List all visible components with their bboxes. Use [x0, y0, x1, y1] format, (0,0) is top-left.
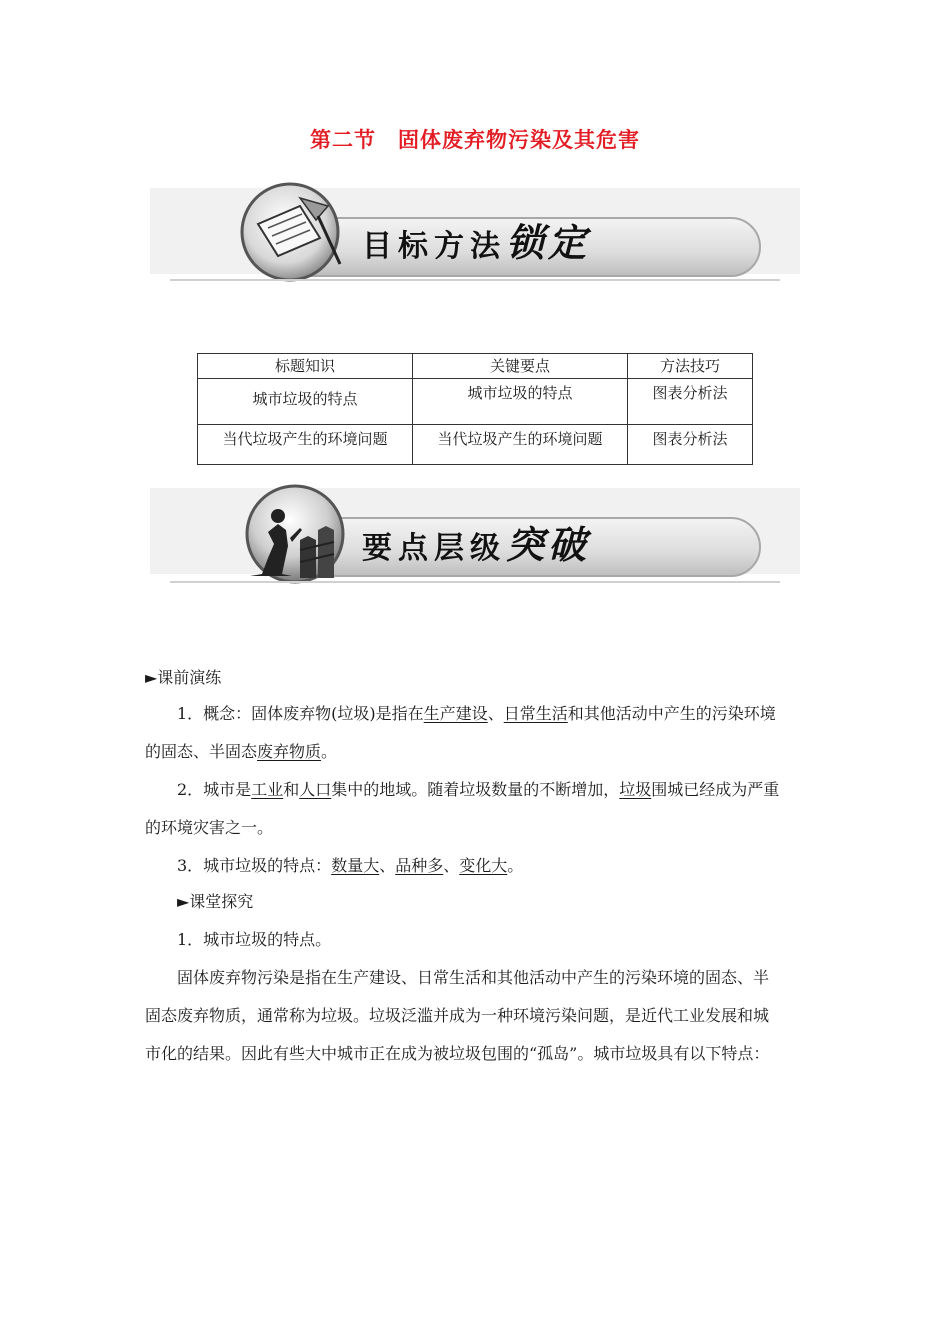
table-cell: 城市垃圾的特点 — [198, 379, 413, 425]
banner-keypoints-title: 要点层级突破 — [362, 523, 591, 567]
paragraph-5-line-3: 市化的结果。因此有些大中城市正在成为被垃圾包围的“孤岛”。城市垃圾具有以下特点： — [145, 1044, 770, 1063]
banner-goals-title: 目标方法锁定 — [362, 221, 591, 265]
paragraph-3: 3．城市垃圾的特点：数量大、品种多、变化大。 — [177, 856, 524, 875]
paragraph-5-line-2: 固态废弃物质，通常称为垃圾。垃圾泛滥并成为一种环境污染问题，是近代工业发展和城 — [145, 1006, 770, 1025]
table-cell: 当代垃圾产生的环境问题 — [413, 425, 628, 465]
table-header-cell: 标题知识 — [198, 354, 413, 379]
knowledge-table — [197, 353, 753, 465]
table-row — [198, 379, 753, 425]
table-row — [198, 425, 753, 465]
page-title: 第二节 固体废弃物污染及其危害 — [310, 128, 640, 152]
section-heading-inclass: ►课堂探究 — [177, 892, 254, 911]
paragraph-1-line-1: 1．概念：固体废弃物(垃圾)是指在生产建设、日常生活和其他活动中产生的污染环境 — [177, 704, 776, 723]
paragraph-2-line-2: 的环境灾害之一。 — [145, 818, 274, 837]
table-cell: 图表分析法 — [628, 425, 753, 465]
table-cell: 当代垃圾产生的环境问题 — [198, 425, 413, 465]
section-heading-preclass: ►课前演练 — [145, 668, 222, 687]
table-header-cell: 关键要点 — [413, 354, 628, 379]
paragraph-2-line-1: 2．城市是工业和人口集中的地域。随着垃圾数量的不断增加，垃圾围城已经成为严重 — [177, 780, 780, 799]
table-cell: 图表分析法 — [628, 379, 753, 425]
paragraph-1-line-2: 的固态、半固态废弃物质。 — [145, 742, 338, 761]
table-cell: 城市垃圾的特点 — [413, 379, 628, 425]
table-header-row — [198, 354, 753, 379]
paragraph-5-line-1: 固体废弃物污染是指在生产建设、日常生活和其他活动中产生的污染环境的固态、半 — [177, 968, 770, 987]
table-header-cell: 方法技巧 — [628, 354, 753, 379]
paragraph-4: 1．城市垃圾的特点。 — [177, 930, 332, 949]
banner-goals — [150, 176, 800, 286]
banner-keypoints — [150, 478, 800, 588]
